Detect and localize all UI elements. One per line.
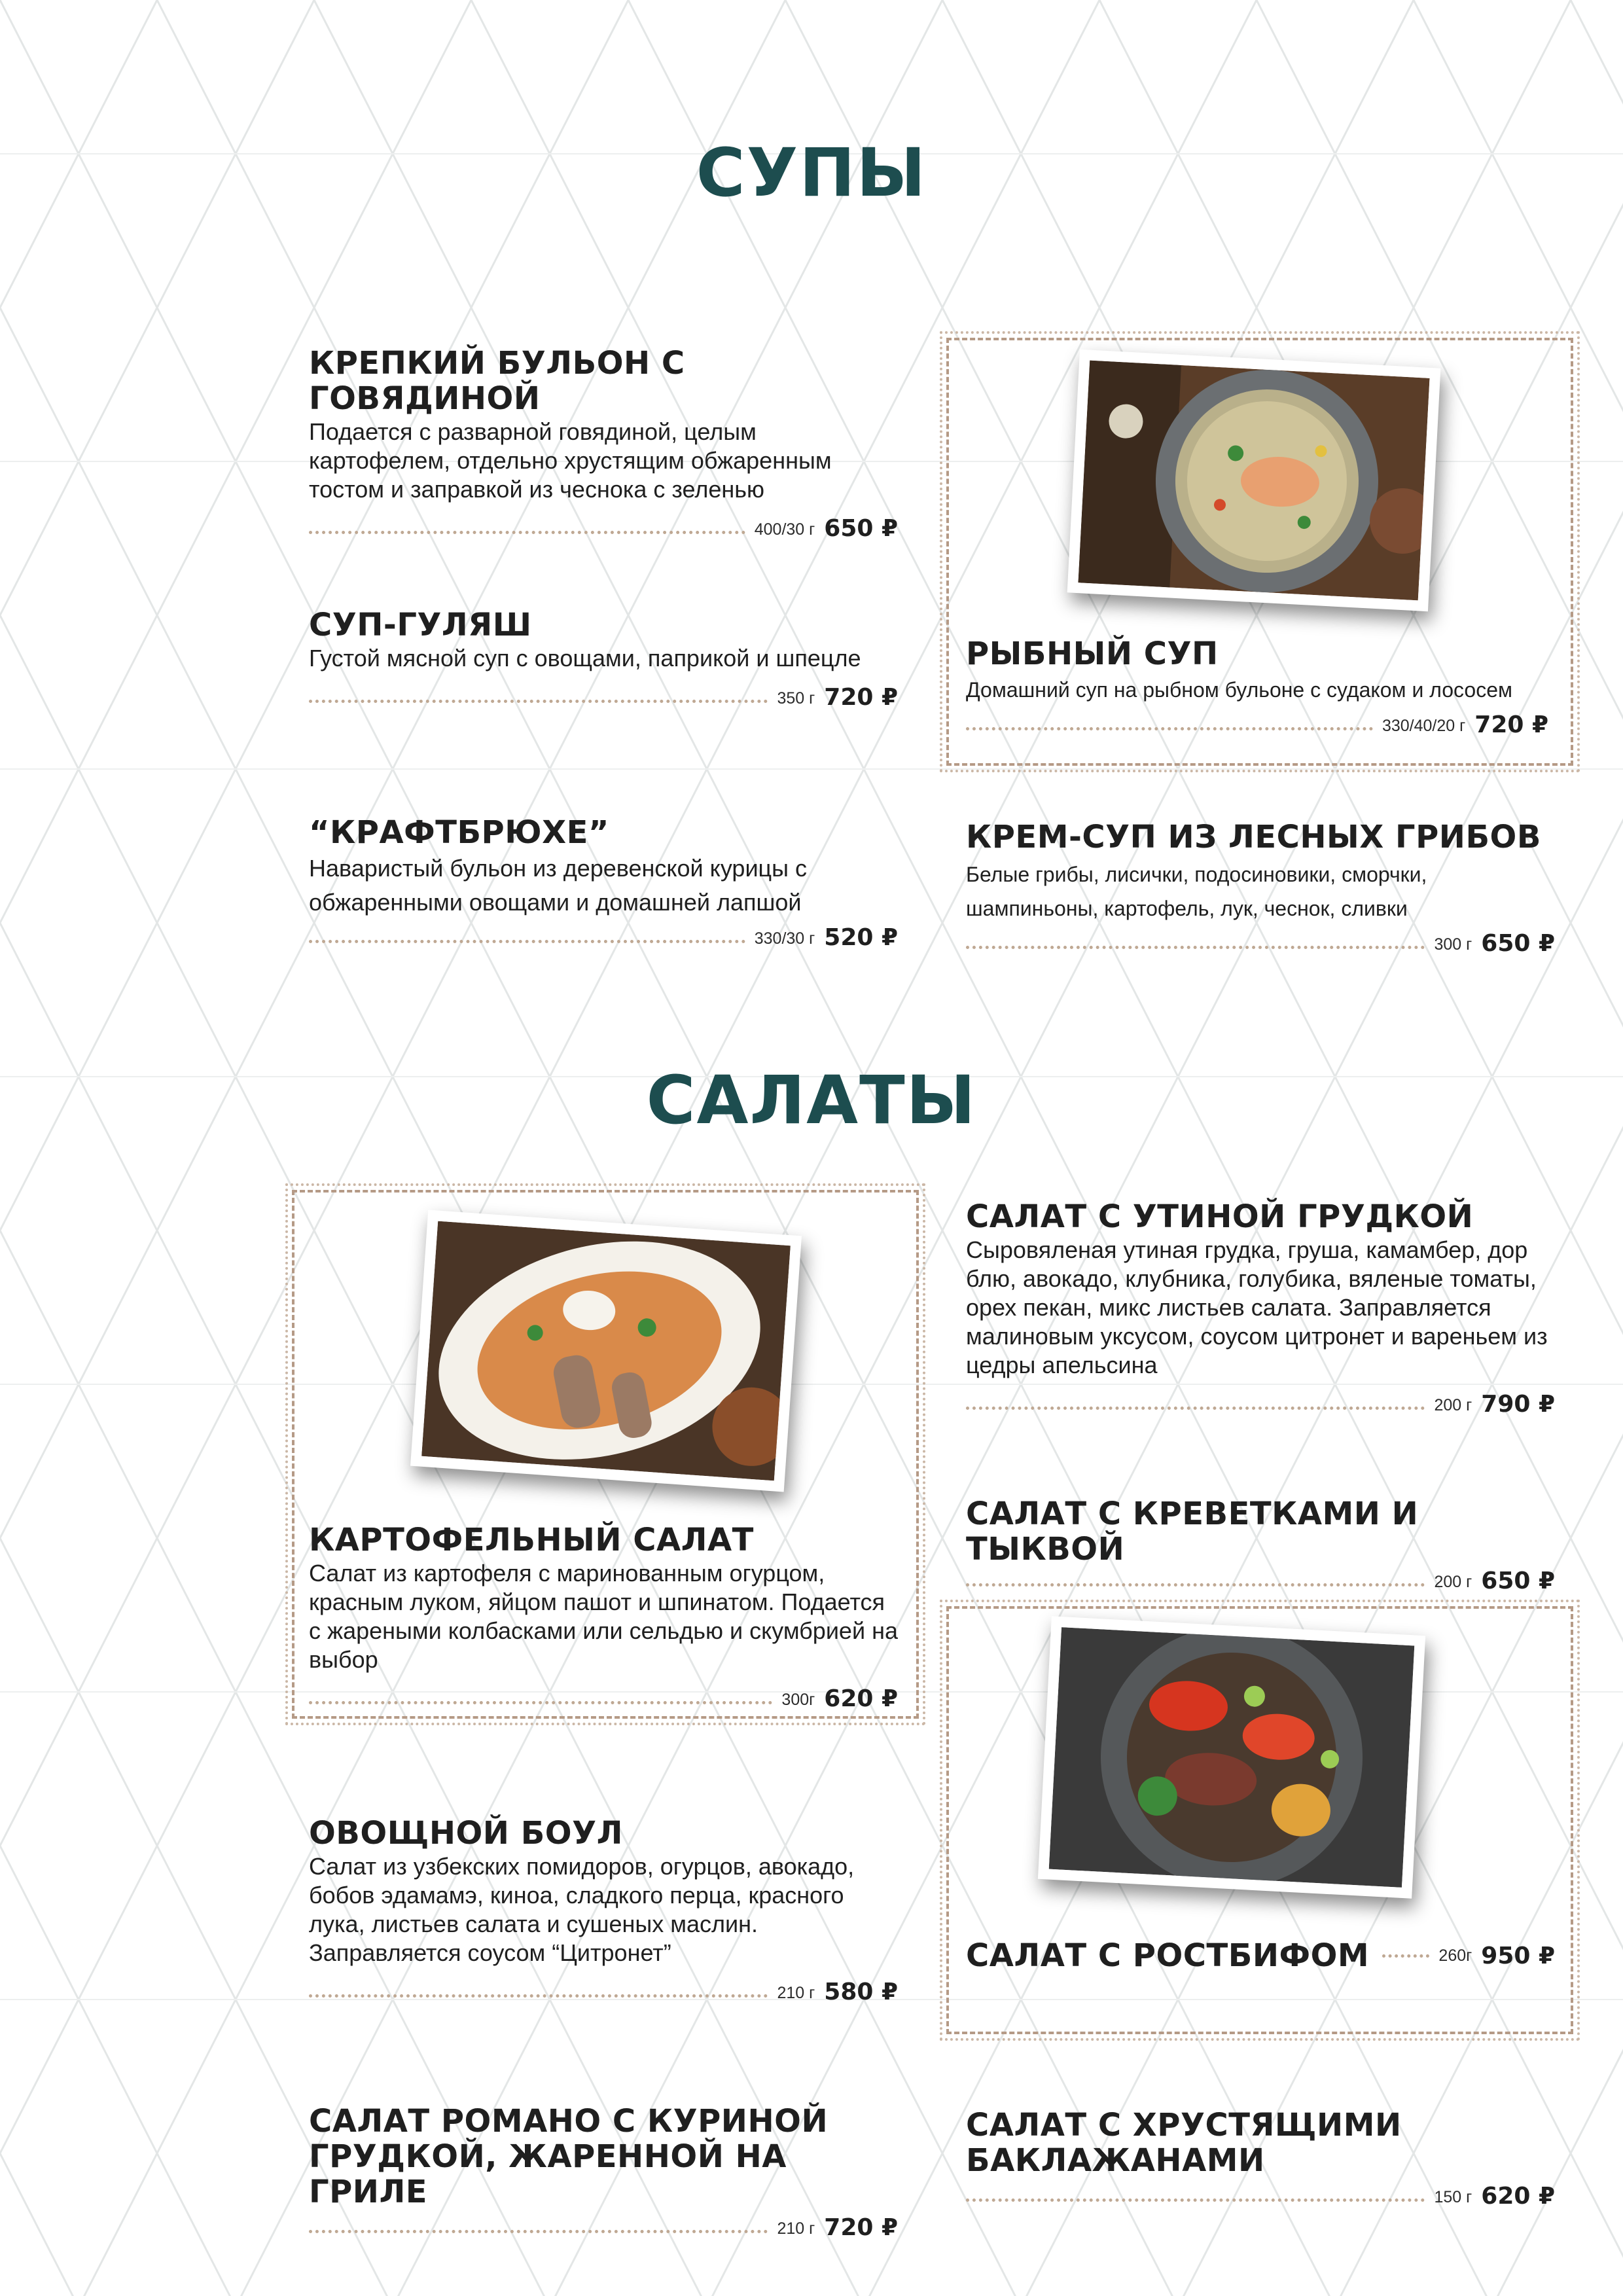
item-price: 520 ₽ xyxy=(824,924,898,951)
item-weight: 210 г xyxy=(777,1984,815,2002)
dotted-leader xyxy=(309,940,745,943)
item-name: РЫБНЫЙ СУП xyxy=(966,636,1219,672)
roast-beef-salad-image xyxy=(1049,1627,1415,1888)
item-name: КРЕПКИЙ БУЛЬОН С ГОВЯДИНОЙ xyxy=(309,345,685,417)
item-name: КРЕМ-СУП ИЗ ЛЕСНЫХ ГРИБОВ xyxy=(966,819,1541,855)
item-description: Белые грибы, лисички, подосиновики, сморчки, шампиньоны, картофель, лук, чеснок, сливки xyxy=(966,863,1427,920)
price-row xyxy=(966,1386,1555,1418)
potato-salad-photo xyxy=(410,1210,802,1492)
item-weight: 150 г xyxy=(1434,2188,1472,2206)
menu-item-romano-chicken-salad xyxy=(309,2104,898,2241)
price-row xyxy=(966,1936,1555,1975)
price-row xyxy=(966,925,1555,957)
item-name: КАРТОФЕЛЬНЫЙ САЛАТ xyxy=(309,1522,754,1558)
fish-soup-image xyxy=(1078,361,1429,601)
item-price: 950 ₽ xyxy=(1481,1942,1555,1969)
dotted-leader xyxy=(309,1994,768,1998)
price-row xyxy=(309,1974,898,2005)
item-price: 720 ₽ xyxy=(824,684,898,711)
menu-item-potato-salad xyxy=(309,1522,898,1712)
roast-beef-salad-photo xyxy=(1038,1616,1425,1898)
menu-item-crispy-eggplant-salad xyxy=(966,2108,1555,2210)
item-weight: 260г xyxy=(1438,1946,1472,1965)
dotted-leader xyxy=(966,727,1373,730)
dotted-leader xyxy=(966,1583,1425,1587)
price-row xyxy=(966,707,1548,738)
menu-item-kraftbruehe xyxy=(309,815,898,951)
item-price: 620 ₽ xyxy=(824,1685,898,1712)
item-weight: 210 г xyxy=(777,2219,815,2238)
item-description: Салат из картофеля с маринованным огурцом, красным луком, яйцом пашот и шпинатом. Подается с жареными колбасками или сельдью и скумбрией на выбор xyxy=(309,1560,898,1673)
price-row xyxy=(309,1681,898,1712)
dotted-leader xyxy=(309,531,745,534)
price-row xyxy=(309,511,898,542)
price-row xyxy=(966,1563,1555,1594)
item-price: 650 ₽ xyxy=(1481,1568,1555,1594)
menu-item-vegetable-bowl xyxy=(309,1816,898,2005)
menu-item-duck-salad xyxy=(966,1199,1555,1418)
item-weight: 400/30 г xyxy=(754,520,815,539)
item-weight: 350 г xyxy=(777,689,815,708)
price-row xyxy=(309,920,898,951)
item-description: Салат из узбекских помидоров, огурцов, авокадо, бобов эдамамэ, киноа, сладкого перца, красного лука, листьев салата и сушеных маслин. Заправляется соусом “Цитронет” xyxy=(309,1853,855,1966)
item-weight: 300 г xyxy=(1434,935,1472,954)
item-weight: 330/30 г xyxy=(754,929,815,948)
menu-item-roast-beef-salad xyxy=(966,1936,1555,1975)
item-name: САЛАТ С КРЕВЕТКАМИ И ТЫКВОЙ xyxy=(966,1496,1419,1568)
menu-item-goulash-soup xyxy=(309,607,898,711)
fish-soup-photo xyxy=(1067,350,1441,611)
menu-item-strong-broth xyxy=(309,346,898,542)
item-name: “КРАФТБРЮХЕ” xyxy=(309,814,609,851)
item-description: Наваристый бульон из деревенской курицы с обжаренными овощами и домашней лапшой xyxy=(309,855,808,916)
item-name: САЛАТ С УТИНОЙ ГРУДКОЙ xyxy=(966,1198,1474,1235)
item-description: Домашний суп на рыбном бульоне с судаком и лососем xyxy=(966,678,1512,702)
item-price: 620 ₽ xyxy=(1481,2183,1555,2210)
item-weight: 200 г xyxy=(1434,1396,1472,1414)
item-name: ОВОЩНОЙ БОУЛ xyxy=(309,1815,623,1852)
dotted-leader xyxy=(309,2230,768,2233)
item-description: Сыровяленая утиная грудка, груша, камамбер, дор блю, авокадо, клубника, голубика, вяленые томаты, орех пекан, микс листьев салата. Заправляется малиновым уксусом, соусом цитронет и вареньем из цедры апельсина xyxy=(966,1236,1548,1378)
menu-item-shrimp-pumpkin-salad xyxy=(966,1496,1555,1594)
item-price: 790 ₽ xyxy=(1481,1391,1555,1418)
item-name: СУП-ГУЛЯШ xyxy=(309,607,532,643)
dotted-leader xyxy=(966,2198,1425,2202)
salads-title: САЛАТЫ xyxy=(646,1062,977,1139)
dotted-leader xyxy=(309,1701,772,1704)
menu-item-fish-soup xyxy=(966,636,1548,738)
item-price: 650 ₽ xyxy=(824,515,898,542)
dotted-leader xyxy=(1382,1954,1429,1958)
item-weight: 300г xyxy=(781,1691,815,1709)
item-weight: 330/40/20 г xyxy=(1382,717,1466,735)
item-price: 720 ₽ xyxy=(1474,711,1548,738)
potato-salad-image xyxy=(421,1221,791,1481)
item-weight: 200 г xyxy=(1434,1573,1472,1591)
item-description: Густой мясной суп с овощами, паприкой и шпецле xyxy=(309,645,861,672)
price-row xyxy=(309,679,898,711)
item-description: Подается с разварной говядиной, целым картофелем, отдельно хрустящим обжаренным тостом и заправкой из чеснока с зеленью xyxy=(309,418,832,503)
item-price: 720 ₽ xyxy=(824,2214,898,2241)
item-name: САЛАТ РОМАНО С КУРИНОЙ ГРУДКОЙ, ЖАРЕННОЙ НА ГРИЛЕ xyxy=(309,2103,829,2210)
item-price: 580 ₽ xyxy=(824,1979,898,2005)
dotted-leader xyxy=(966,1407,1425,1410)
dotted-leader xyxy=(309,700,768,703)
menu-item-mushroom-cream-soup xyxy=(966,819,1555,957)
price-row xyxy=(966,2178,1555,2210)
price-row xyxy=(309,2210,898,2241)
soups-title: СУПЫ xyxy=(696,134,927,212)
dotted-leader xyxy=(966,946,1425,949)
item-price: 650 ₽ xyxy=(1481,930,1555,957)
item-name: САЛАТ С ХРУСТЯЩИМИ БАКЛАЖАНАМИ xyxy=(966,2107,1402,2179)
item-name: САЛАТ С РОСТБИФОМ xyxy=(966,1937,1370,1974)
